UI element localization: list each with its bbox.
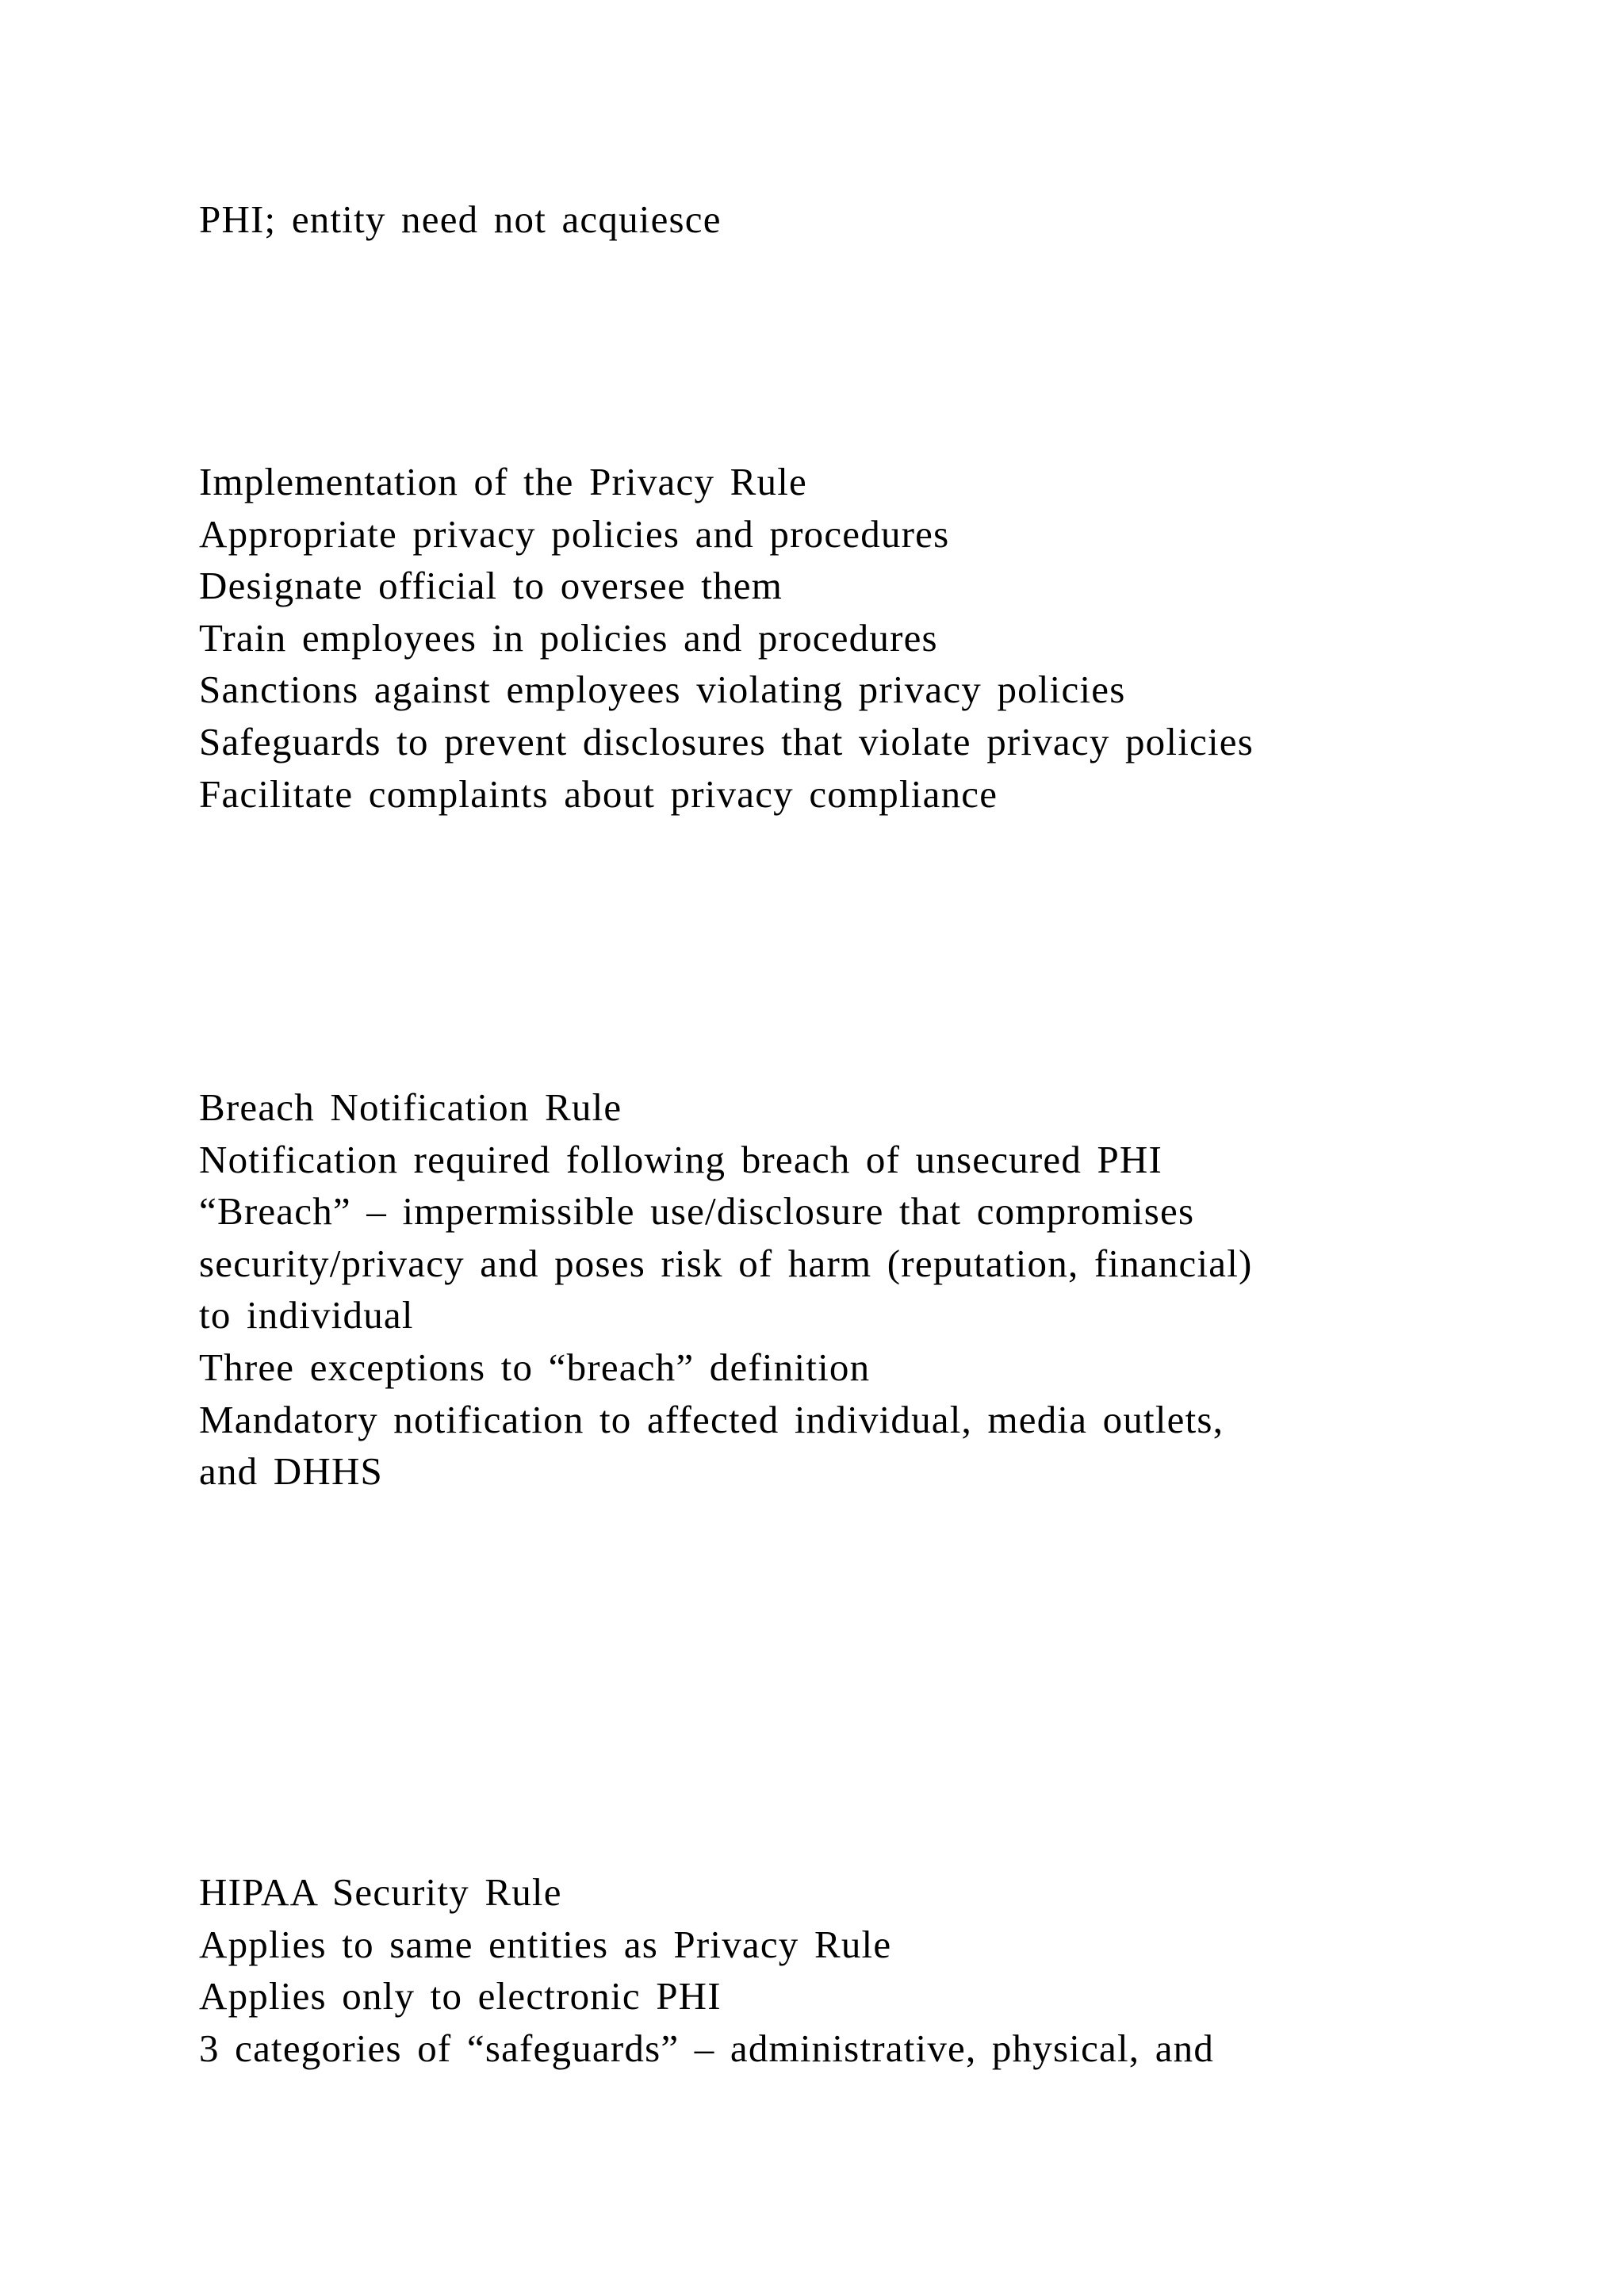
text-line: Safeguards to prevent disclosures that violate privacy policies [199,719,1254,763]
text-line: Applies only to electronic PHI [199,1974,722,2019]
text-line: Train employees in policies and procedures [199,615,938,660]
text-line: Facilitate complaints about privacy compliance [199,771,998,816]
text-line: Applies to same entities as Privacy Rule [199,1922,892,1966]
section-heading: Breach Notification Rule [199,1085,622,1129]
section-privacy-rule-implementation [199,456,1547,820]
text-line: 3 categories of “safeguards” – administrative, physical, and [199,2026,1215,2070]
section-breach-notification-rule [199,1081,1547,1498]
text-line: and DHHS [199,1449,384,1494]
text-line: “Breach” – impermissible use/disclosure that compromises [199,1189,1195,1234]
text-block-continuation [199,193,1547,246]
text-line: Appropriate privacy policies and procedures [199,511,950,556]
section-hipaa-security-rule [199,1866,1547,2074]
text-line: Notification required following breach of unsecured PHI [199,1137,1163,1181]
text-line: Sanctions against employees violating privacy policies [199,668,1126,712]
section-heading: HIPAA Security Rule [199,1870,562,1914]
text-line: to individual [199,1293,414,1337]
text-line: PHI; entity need not acquiesce [199,197,722,241]
text-line: Designate official to oversee them [199,564,783,608]
section-heading: Implementation of the Privacy Rule [199,460,807,503]
text-line: security/privacy and poses risk of harm (reputation, financial) [199,1241,1253,1285]
text-line: Mandatory notification to affected individual, media outlets, [199,1397,1224,1441]
text-line: Three exceptions to “breach” definition [199,1345,871,1389]
